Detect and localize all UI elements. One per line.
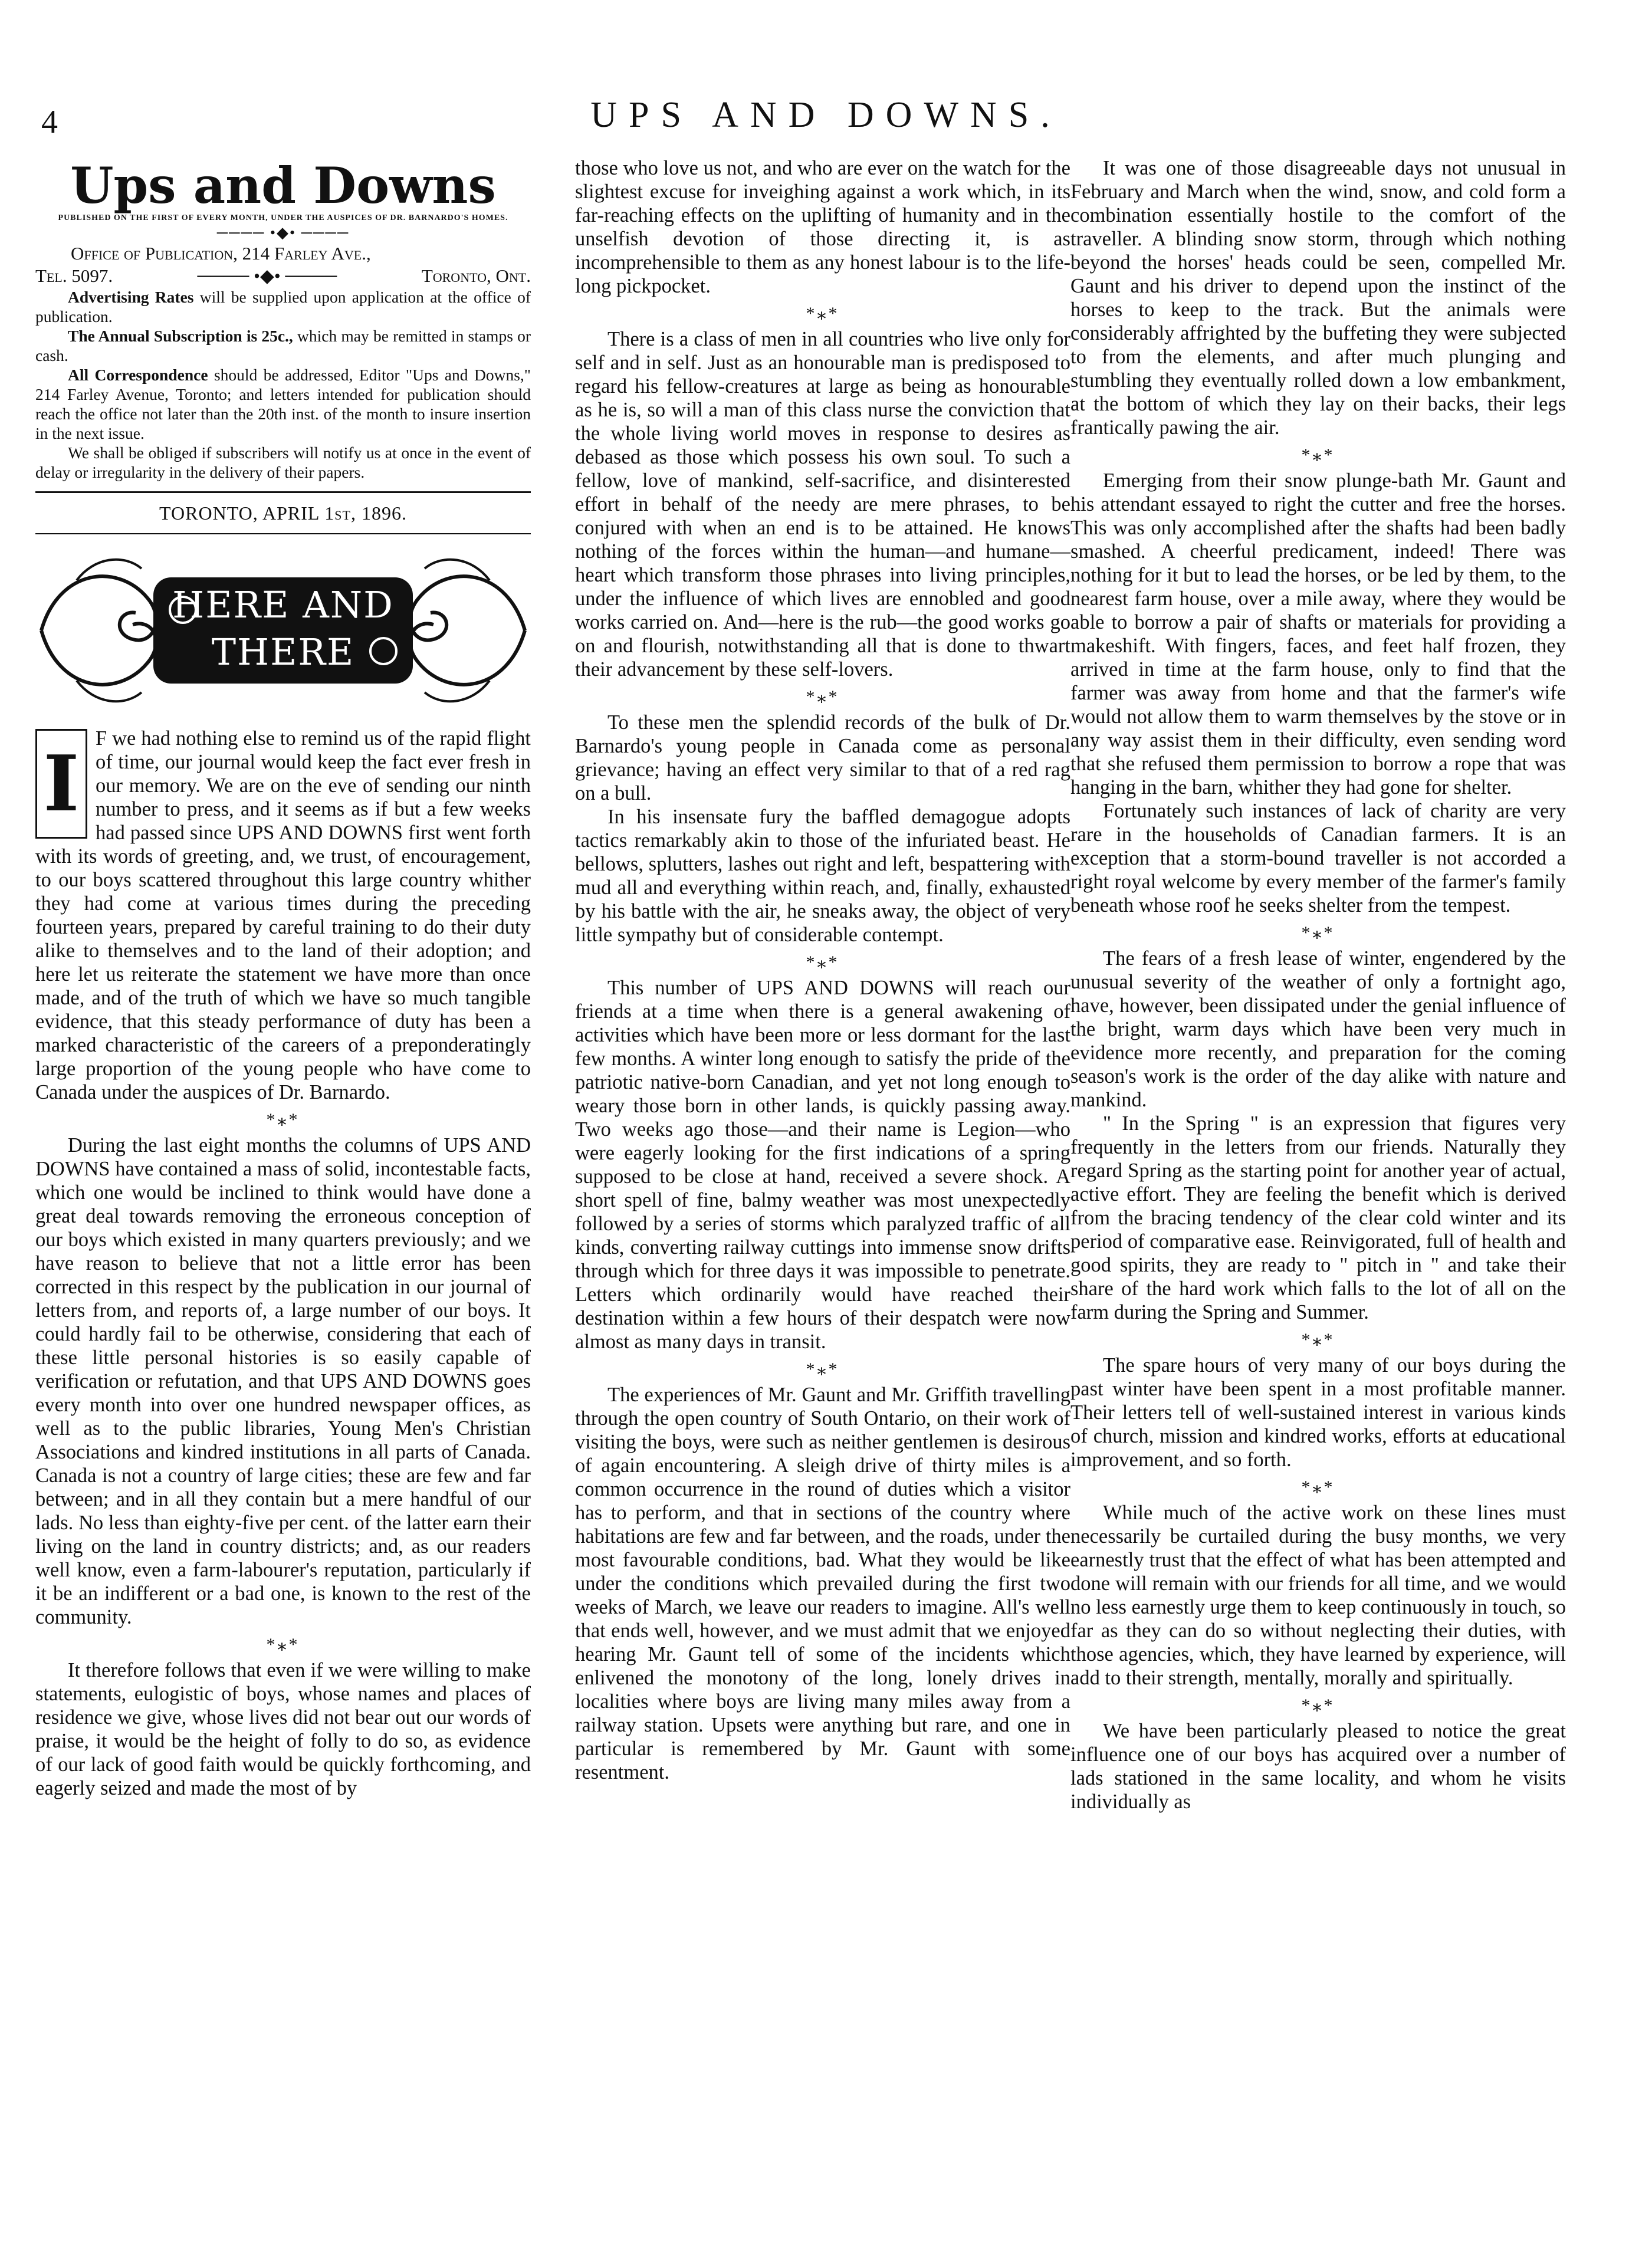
telephone: Tel. 5097. <box>35 265 113 286</box>
paragraph: those who love us not, and who are ever on the watch for the slightest excuse for inveighing against a work which, in its far-reaching effects on the uplifting of humanity and in the unselfish devotion of those directing it, is as incomprehensible to them as any honest labour is to the life-long pickpocket. <box>575 157 1070 297</box>
paragraph: We have been particularly pleased to notice the great influence one of our boys has acquired over a number of lads stationed in the same locality, and whom he visits individually as <box>1070 1720 1566 1813</box>
masthead-title: Ups and Downs <box>70 156 496 215</box>
office-contact <box>35 265 531 287</box>
separator-stars: *⁎* <box>1301 1477 1335 1497</box>
paragraph: There is a class of men in all countries who live only for self and in self. Just as an honourable man is predisposed to regard his fellow-creatures at large as being as honourable as he is, so will a man of this class nurse the conviction that the whole living world moves in response to desires as debased as those which possess his own soul. To such a fellow, love of mankind, self-sacrifice, and disinterested effort in behalf of the needy are mere phrases, to be conjured with when an end is to be attained. He knows nothing of the forces within the human—and humane—heart which transform those phrases into living principles, under the influence of which lives are ennobled and good works carried on. And—here is the rub—the good works go on and flourish, notwithstanding all that is done to thwart their advancement by these self-lovers. <box>575 328 1070 681</box>
paragraph: In his insensate fury the baffled demagogue adopts tactics remarkably akin to those of the infuriated beast. He bellows, splutters, lashes out right and left, bespattering with mud all and everything within reach, and, finally, exhausted by his battle with the air, he sneaks away, the object of very little sympathy but of considerable contempt. <box>575 806 1070 946</box>
notice-advertising: Advertising Rates will be supplied upon application at the office of publication. <box>35 288 531 326</box>
separator-stars: *⁎* <box>1301 445 1335 465</box>
separator-stars: *⁎* <box>1301 1330 1335 1349</box>
separator-stars: *⁎* <box>266 1635 300 1654</box>
article-1 <box>35 727 531 1104</box>
paragraph: " In the Spring " is an expression that figures very frequently in the letters from our friends. Naturally they regard Spring as the starting point for another year of actual, active effort. They are feeling the benefit which is derived from the bracing tendency of the clear cold winter and its period of comparative ease. Reinvigorated, full of health and good spirits, they are ready to " pitch in " and take their share of the hard work which falls to the lot of all on the farm during the Spring and Summer. <box>1070 1112 1566 1323</box>
ornament-rule-small: ──── •◆• ──── <box>197 265 337 286</box>
banner-line-2: THERE <box>211 630 355 674</box>
separator-stars: *⁎* <box>806 952 840 972</box>
paragraph: The spare hours of very many of our boys during the past winter have been spent in a most profitable manner. Their letters tell of well-sustained interest in various kinds of church, mission and kindred works, efforts at educational improvement, and so forth. <box>1070 1354 1566 1471</box>
page-number: 4 <box>41 104 58 140</box>
running-head: UPS AND DOWNS. <box>590 95 1062 135</box>
office-address: Office of Publication, 214 Farley Ave., <box>71 243 371 264</box>
separator-stars: *⁎* <box>1301 1696 1335 1715</box>
separator-stars: *⁎* <box>806 1359 840 1379</box>
paragraph: During the last eight months the columns of UPS AND DOWNS have contained a mass of solid, incontestable facts, which one would be inclined to think would have done a great deal towards removing the erroneous conception of our boys which existed in many quarters previously; and we have reason to believe that not a little error has been corrected in this respect by the publication in our journal of letters from, and reports of, a large number of our boys. It could hardly fail to be otherwise, considering that each of these little personal histories is so easily capable of verification or refutation, and that UPS AND DOWNS goes every month into over one hundred newspaper offices, as well as to the public libraries, Young Men's Christian Associations and kindred institutions in all parts of Canada. Canada is not a country of large cities; these are few and far between; and in all they contain but a mere handful of our lads. No less than eighty-five per cent. of the latter earn their living on the land in country districts; and, as our readers well know, even a farm-labourer's reputation, particularly if it be an indifferent or a bad one, is known to the rest of the community. <box>35 1134 531 1628</box>
drop-cap: I <box>35 729 87 839</box>
rule <box>35 491 531 493</box>
separator-stars: *⁎* <box>806 687 840 707</box>
city: Toronto, Ont. <box>421 265 531 286</box>
paragraph: Emerging from their snow plunge-bath Mr. Gaunt and his attendant essayed to right the cutter and free the horses. This was only accomplished after the shafts had been badly smashed. A cheerful predicament, indeed! There was nothing for it but to lead the horses, or be led by them, to the nearest farm house, over a mile away, where they would be able to borrow a pair of shafts or materials for providing a makeshift. With fingers, faces, and feet half frozen, they arrived in time at the farm house, only to find that the farmer was away from home and that the farmer's wife would not allow them to warm themselves by the stove or in any way assist them in their difficulty, even sending word that she refused them permission to borrow a rope that was hanging in the barn, whither they had gone for shelter. <box>1070 469 1566 799</box>
column-2 <box>575 156 1070 1784</box>
separator-stars: *⁎* <box>806 304 840 323</box>
separator-stars: *⁎* <box>266 1110 300 1129</box>
paragraph: F we had nothing else to remind us of the rapid flight of time, our journal would keep the fact ever fresh in our memory. We are on the eve of sending our ninth number to press, and it seems as if but a few weeks had passed since UPS AND DOWNS first went forth with its words of greeting, and, we trust, of encouragement, to our boys scattered throughout this large country whither they had come at various times during the preceding fourteen years, prepared by careful training to do their duty alike to themselves and to the land of their adoption; and here let us reiterate the statement we have more than once made, and of the truth of which we have so much tangible evidence, that this steady performance of duty has been a marked characteristic of the careers of a preponderatingly large proportion of the young people who have come to Canada under the auspices of Dr. Barnardo. <box>35 727 531 1103</box>
masthead-subtitle: PUBLISHED ON THE FIRST OF EVERY MONTH, UNDER THE AUSPICES OF DR. BARNARDO'S HOMES. <box>58 213 508 222</box>
banner-line-1: HERE AND <box>172 583 394 626</box>
paragraph: Fortunately such instances of lack of charity are very rare in the households of Canadian farmers. It is an exception that a storm-bound traveller is not accorded a right royal welcome by every member of the farmer's family beneath whose roof he seeks shelter from the tempest. <box>1070 800 1566 916</box>
ornament-rule: ──── •◆• ──── <box>216 224 350 241</box>
paragraph: The experiences of Mr. Gaunt and Mr. Griffith travelling through the open country of South Ontario, on their work of visiting the boys, were such as neither gentlemen is desirous of again encountering. A sleigh drive of thirty miles is a common occurrence in the round of duties which a visitor has to perform, and that in sections of the country where habitations are few and far between, and the roads, under the most favourable conditions, bad. What they would be like under the conditions which prevailed during the first two weeks of March, we leave our readers to imagine. All's well that ends well, however, and we must admit that we enjoyed hearing Mr. Gaunt tell of some of the incidents which enlivened the monotony of the long, lonely drives in localities where boys are living many miles away from a railway station. Upsets were anything but rare, and one in particular is remembered by Mr. Gaunt with some resentment. <box>575 1384 1070 1783</box>
notice-delivery: We shall be obliged if subscribers will notify us at once in the event of delay or irregularity in the delivery of their papers. <box>35 444 531 481</box>
paragraph: This number of UPS AND DOWNS will reach our friends at a time when there is a general awakening of activities which have been more or less dormant for the last few months. A winter long enough to satisfy the pride of the patriotic native-born Canadian, and yet not long enough to weary those born in other lands, is quickly passing away. Two weeks ago those—and their name is Legion—who were eagerly looking for the first indications of a spring supposed to be close at hand, received a severe shock. A short spell of fine, balmy weather was most unexpectedly followed by a series of storms which paralyzed traffic of all kinds, converting railway cuttings into immense snow drifts through which for three days it was impossible to penetrate. Letters which ordinarily would have reached their destination within a few hours of their despatch were now almost as many days in transit. <box>575 977 1070 1353</box>
separator-stars: *⁎* <box>1301 923 1335 942</box>
paragraph: It was one of those disagreeable days not unusual in February and March when the wind, snow, and cold form a combination essentially hostile to the comfort of the traveller. A blinding snow storm, through which nothing beyond the horses' heads could be seen, compelled Mr. Gaunt and his driver to depend upon the instinct of the horses to keep to the track. But the animals were considerably affrighted by the buffeting they were subjected to from the elements, and after much plunging and stumbling they eventually rolled down a low embankment, at the bottom of which they lay on their backs, their legs frantically pawing the air. <box>1070 157 1566 439</box>
rule <box>35 533 531 534</box>
paragraph: To these men the splendid records of the bulk of Dr. Barnardo's young people in Canada come as personal grievance; having an effect very similar to that of a red rag on a bull. <box>575 711 1070 804</box>
notice-subscription: The Annual Subscription is 25c., which may be remitted in stamps or cash. <box>35 327 531 364</box>
paragraph: While much of the active work on these lines must necessarily be curtailed during the busy months, we very earnestly trust that the effect of what has been attempted and done will remain with our friends for all time, and we would no less earnestly urge them to keep continuously in touch, so far as they can do so without neglecting their duties, with those agencies, which, they have learned by experience, will add to their strength, mentally, morally and spiritually. <box>1070 1502 1566 1689</box>
column-3 <box>1070 156 1566 1814</box>
paragraph: The fears of a fresh lease of winter, engendered by the unusual severity of the weather of only a fortnight ago, have, however, been dissipated under the genial influence of the bright, warm days which have been very much in evidence more recently, and preparation for the coming season's work is the order of the day alike with nature and mankind. <box>1070 947 1566 1111</box>
column-1 <box>35 156 531 1800</box>
here-and-there-banner <box>35 545 531 716</box>
notice-correspondence: All Correspondence should be addressed, Editor "Ups and Downs," 214 Farley Avenue, Toronto; and letters intended for publication should reach the office not later than the 20th inst. of the month to insure insertion in the next issue. <box>35 366 531 442</box>
paragraph: It therefore follows that even if we were willing to make statements, eulogistic of boys, whose names and places of residence we give, whose lives did not bear out our words of praise, it would be the height of folly to do so, as evidence of our lack of good faith would be quickly forthcoming, and eagerly seized and made the most of by <box>35 1659 531 1799</box>
dateline: TORONTO, APRIL 1st, 1896. <box>159 502 407 524</box>
